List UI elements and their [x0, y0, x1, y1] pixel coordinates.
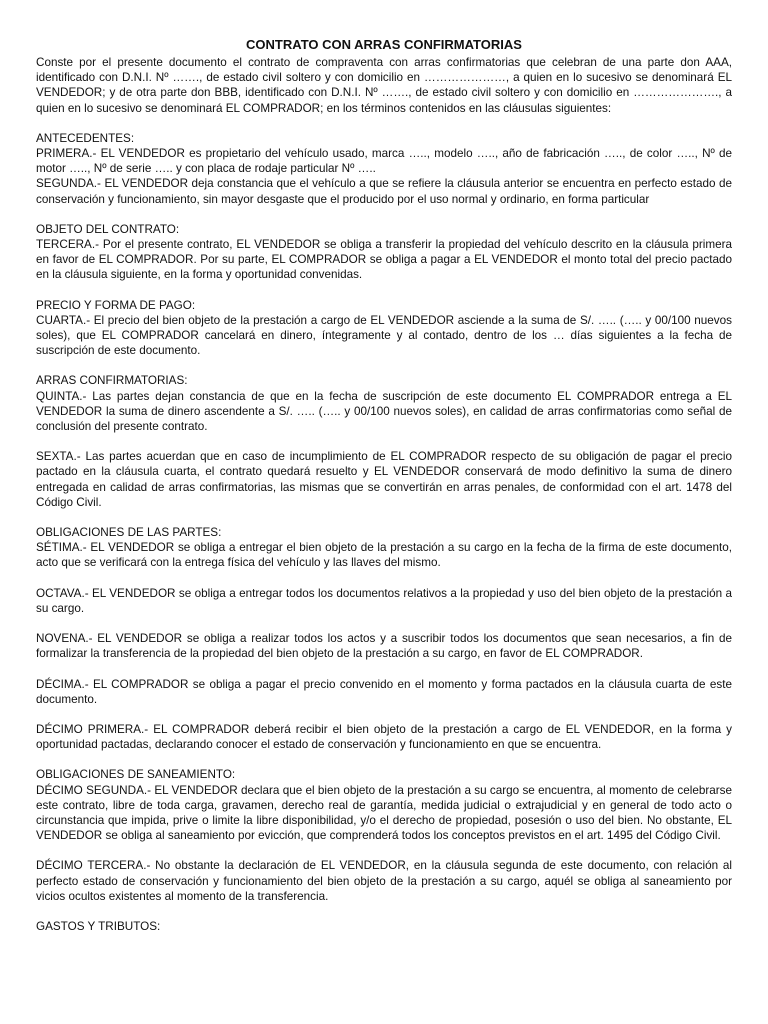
- clause-primera: PRIMERA.- EL VENDEDOR es propietario del vehículo usado, marca ….., modelo ….., año de fabricación ….., de color ….., Nº de motor ….., Nº de serie ….. y con placa de rodaje particular Nº …..: [36, 147, 732, 176]
- spacer: [36, 510, 732, 525]
- section-heading-saneamiento: OBLIGACIONES DE SANEAMIENTO:: [36, 768, 236, 782]
- intro-paragraph: Conste por el presente documento el contrato de compraventa con arras confirmatorias que celebran de una parte don AAA, identificado con D.N.I. Nº ……., de estado civil soltero y con domicilio en …………………, a quien en lo sucesivo se denominará EL VENDEDOR; y de otra parte don BBB, identificado con D.N.I. Nº ……., de estado civil soltero y con domicilio en …………………., a quien en lo sucesivo se denominará EL COMPRADOR; en los términos contenidos en las cláusulas siguientes:: [36, 56, 732, 115]
- clause-tercera: TERCERA.- Por el presente contrato, EL VENDEDOR se obliga a transferir la propiedad del vehículo descrito en la cláusula primera en favor de EL COMPRADOR. Por su parte, EL COMPRADOR se obliga a pagar a EL VENDEDOR el monto total del precio pactado en la cláusula siguiente, en la forma y oportunidad convenidas.: [36, 238, 732, 282]
- spacer: [36, 358, 732, 373]
- spacer: [36, 843, 732, 858]
- section-heading-precio: PRECIO Y FORMA DE PAGO:: [36, 298, 196, 312]
- spacer: [36, 616, 732, 631]
- spacer: [36, 707, 732, 722]
- clause-segunda: SEGUNDA.- EL VENDEDOR deja constancia que el vehículo a que se refiere la cláusula anterior se encuentra en perfecto estado de conservación y funcionamiento, sin mayor desgaste que el producido por el uso normal y ordinario, en forma particular: [36, 177, 732, 206]
- spacer: [36, 662, 732, 677]
- clause-decimo-tercera: DÉCIMO TERCERA.- No obstante la declaración de EL VENDEDOR, en la cláusula segunda de este documento, con relación al perfecto estado de conservación y funcionamiento del bien objeto de la prestación a su cargo, aquél se obliga al saneamiento por vicios ocultos existentes al momento de la transferencia.: [36, 859, 732, 903]
- clause-setima: SÉTIMA.- EL VENDEDOR se obliga a entregar el bien objeto de la prestación a su cargo en la fecha de la firma de este documento, acto que se verificará con la entrega física del vehículo y las llaves del mismo.: [36, 541, 732, 570]
- spacer: [36, 434, 732, 449]
- clause-decima: DÉCIMA.- EL COMPRADOR se obliga a pagar el precio convenido en el momento y forma pactados en la cláusula cuarta de este documento.: [36, 677, 732, 706]
- spacer: [36, 207, 732, 222]
- contract-page: [36, 36, 732, 934]
- section-heading-antecedentes: ANTECEDENTES:: [36, 131, 135, 145]
- clause-decimo-primera: DÉCIMO PRIMERA.- EL COMPRADOR deberá recibir el bien objeto de la prestación a cargo de EL VENDEDOR, en la forma y oportunidad pactadas, declarando conocer el estado de conservación y funcionamiento en que se encuentra.: [36, 722, 732, 752]
- section-heading-gastos: GASTOS Y TRIBUTOS:: [36, 919, 161, 933]
- section-heading-arras: ARRAS CONFIRMATORIAS:: [36, 374, 188, 388]
- spacer: [36, 752, 732, 767]
- spacer: [36, 904, 732, 919]
- spacer: [36, 116, 732, 131]
- section-heading-obligaciones: OBLIGACIONES DE LAS PARTES:: [36, 526, 222, 540]
- spacer: [36, 571, 732, 586]
- document-title: CONTRATO CON ARRAS CONFIRMATORIAS: [246, 37, 522, 52]
- section-heading-objeto: OBJETO DEL CONTRATO:: [36, 222, 180, 236]
- clause-cuarta: CUARTA.- El precio del bien objeto de la prestación a cargo de EL VENDEDOR asciende a la suma de S/. ….. (….. y 00/100 nuevos soles), que EL COMPRADOR cancelará en dinero, íntegramente y al contado, dentro de los … días siguientes a la fecha de suscripción de este documento.: [36, 313, 732, 358]
- clause-novena: NOVENA.- EL VENDEDOR se obliga a realizar todos los actos y a suscribir todos los documentos que sean necesarios, a fin de formalizar la transferencia de la propiedad del bien objeto de la prestación a su cargo, en favor de EL COMPRADOR.: [36, 632, 732, 661]
- clause-quinta: QUINTA.- Las partes dejan constancia de que en la fecha de suscripción de este documento EL COMPRADOR entrega a EL VENDEDOR la suma de dinero ascendente a S/. ….. (….. y 00/100 nuevos soles), en calidad de arras confirmatorias como señal de conclusión del presente contrato.: [36, 389, 732, 434]
- clause-decimo-segunda: DÉCIMO SEGUNDA.- EL VENDEDOR declara que el bien objeto de la prestación a su cargo se encuentra, al momento de celebrarse este contrato, libre de toda carga, gravamen, derecho real de garantía, medida judicial o extrajudicial y en general de todo acto o circunstancia que impida, prive o limite la libre disponibilidad, y/o el derecho de propiedad, posesión o uso del bien. No obstante, EL VENDEDOR se obliga al saneamiento por evicción, que comprenderá todos los conceptos previstos en el art. 1495 del Código Civil.: [36, 783, 732, 843]
- clause-octava: OCTAVA.- EL VENDEDOR se obliga a entregar todos los documentos relativos a la propiedad y uso del bien objeto de la prestación a su cargo.: [36, 586, 732, 615]
- spacer: [36, 283, 732, 298]
- clause-sexta: SEXTA.- Las partes acuerdan que en caso de incumplimiento de EL COMPRADOR respecto de su obligación de pagar el precio pactado en la cláusula cuarta, el contrato quedará resuelto y EL VENDEDOR conservará de modo definitivo la suma de dinero entregada en calidad de arras confirmatorias, las mismas que se convertirán en arras penales, de conformidad con el art. 1478 del Código Civil.: [36, 450, 732, 509]
